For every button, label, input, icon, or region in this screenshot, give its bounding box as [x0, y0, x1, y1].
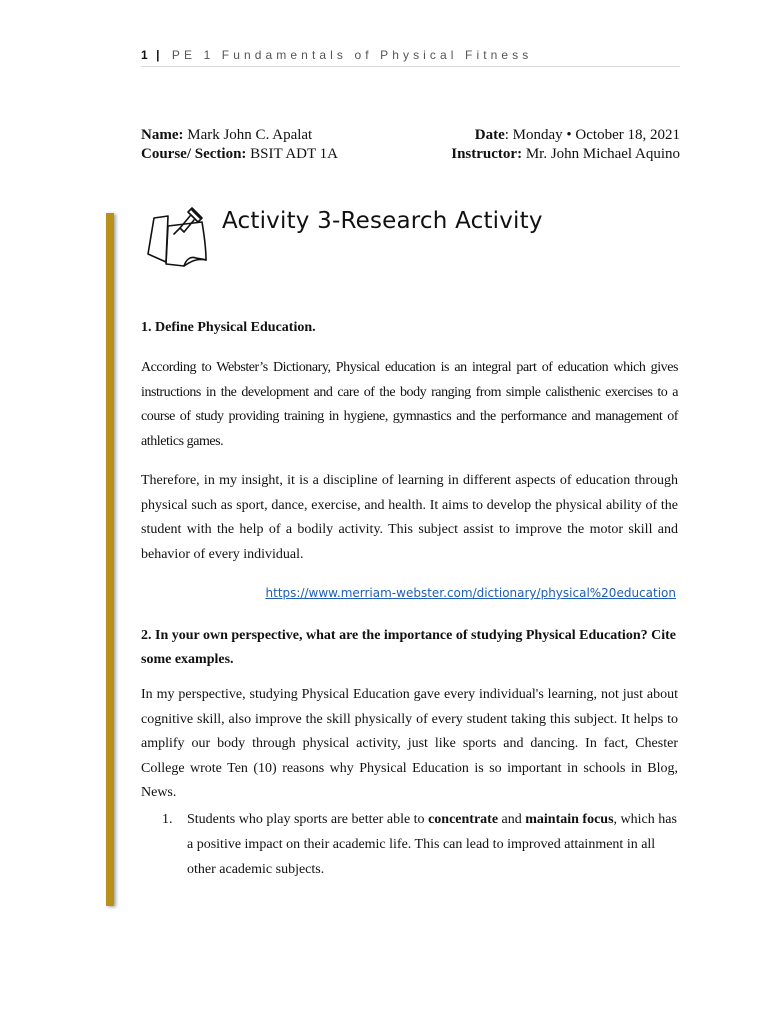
question-2-heading: 2. In your own perspective, what are the importance of studying Physical Education? Cite some examples.: [141, 628, 676, 667]
list-item: [162, 807, 680, 882]
list-text-after: , which has a positive impact on their academic life. This can lead to improved attainment in all other academic subjects.: [187, 812, 677, 877]
question-1-paragraph-2: Therefore, in my insight, it is a discipline of learning in different aspects of education through physical such as sport, dance, exercise, and health. It aims to develop the physical ability of the student with the help of a bodily activity. This subject assist to improve the motor skill and behavior of every individual.: [141, 473, 678, 562]
question-1-heading: 1. Define Physical Education.: [141, 320, 316, 335]
accent-sidebar-bar: [106, 213, 114, 906]
instructor-value: Mr. John Michael Aquino: [525, 146, 680, 162]
submission-date: [475, 127, 680, 144]
notepad-pushpin-icon: [146, 204, 208, 268]
reference-link[interactable]: https://www.merriam-webster.com/dictionary/physical%20education: [265, 586, 676, 600]
date-label: Date: [474, 127, 505, 143]
course-value: BSIT ADT 1A: [250, 146, 338, 162]
list-bold-maintain-focus: maintain focus: [525, 812, 614, 827]
instructor-label: Instructor:: [451, 146, 523, 162]
activity-title: Activity 3-Research Activity: [222, 208, 543, 234]
student-name: [141, 127, 312, 144]
info-row-2: [141, 146, 680, 163]
header-divider: [141, 66, 680, 67]
info-row-1: [141, 127, 680, 144]
header-course-title: PE 1 Fundamentals of Physical Fitness: [171, 48, 533, 62]
header-separator: |: [156, 48, 161, 62]
page-header: [141, 48, 680, 62]
question-2-paragraph: In my perspective, studying Physical Education gave every individual's learning, not just about cognitive skill, also improve the skill physically of every student taking this subject. It helps to amplify our body through physical activity, just like sports and dancing. In fact, Chester College wrote Ten (10) reasons why Physical Education is so important in schools in Blog, News.: [141, 687, 678, 801]
list-text-before: Students who play sports are better able to: [187, 812, 429, 827]
date-value: : Monday • October 18, 2021: [504, 127, 680, 143]
list-item-text: [187, 807, 680, 882]
list-text-middle: and: [498, 812, 526, 827]
course-label: Course/ Section:: [141, 146, 247, 162]
page-number: 1: [141, 48, 149, 62]
question-1-paragraph-1: According to Webster’s Dictionary, Physical education is an integral part of education which gives instructions in the development and care of the body ranging from simple calisthenic exercises to a course of study providing training in hygiene, gymnastics and the performance and management of athletics games.: [141, 360, 678, 449]
course-section: [141, 146, 338, 163]
list-item-number: 1.: [162, 812, 173, 827]
instructor: [451, 146, 680, 163]
name-value: Mark John C. Apalat: [187, 127, 313, 143]
name-label: Name:: [141, 127, 184, 143]
list-bold-concentrate: concentrate: [428, 812, 499, 827]
